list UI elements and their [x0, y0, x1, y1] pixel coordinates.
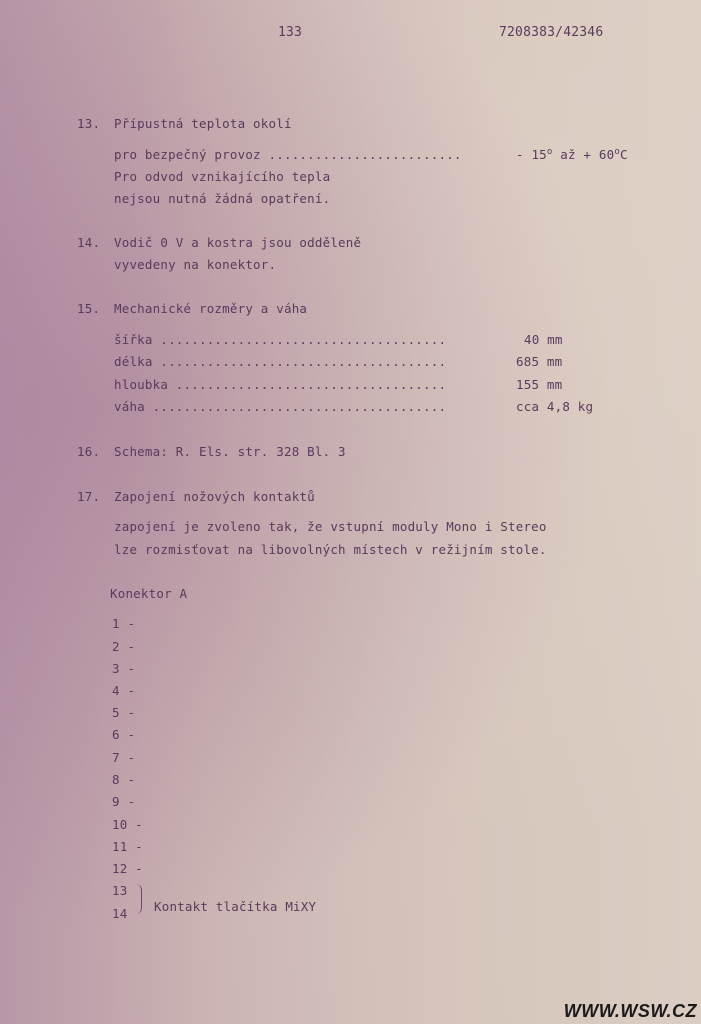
connector-pin: 3 - [112, 661, 136, 676]
pin-13-14-note: Kontakt tlačítka MiXY [154, 899, 317, 914]
website-watermark: WWW.WSW.CZ [563, 1001, 697, 1021]
connector-pin: 7 - [112, 750, 136, 765]
section-14-line2: vyvedeny na konektor. [114, 257, 277, 272]
section-14-line1: Vodič 0 V a kostra jsou odděleně [114, 235, 362, 250]
connector-pin: 9 - [112, 794, 136, 809]
connector-pin: 11 - [112, 839, 143, 854]
temp-unit: C [619, 147, 628, 162]
section-15-title: Mechanické rozměry a váha [114, 301, 308, 316]
section-16-number: 16. [77, 444, 101, 459]
connector-pin: 6 - [112, 727, 136, 742]
connector-pin: 12 - [112, 861, 143, 876]
connector-pin: 4 - [112, 683, 136, 698]
dimension-label: délka ..................................... [114, 354, 447, 369]
document-number: 7208383/42346 [499, 25, 604, 40]
temp-range-mid: až + 60 [552, 147, 615, 162]
degree-mark-2: o [614, 146, 620, 157]
pin-group-brace [135, 884, 142, 914]
section-17-title: Zapojení nožových kontaktů [114, 489, 315, 504]
weight-label: váha ...................................... [114, 399, 447, 414]
page-number: 133 [278, 25, 303, 40]
section-17-number: 17. [77, 489, 101, 504]
dimension-value: 40 mm [524, 332, 563, 347]
connector-pin: 2 - [112, 639, 136, 654]
section-13-line1-value [516, 148, 628, 162]
section-14-number: 14. [77, 235, 101, 250]
connector-pin: 1 - [112, 616, 136, 631]
dimension-value: 155 mm [516, 377, 563, 392]
section-17-line1: zapojení je zvoleno tak, že vstupní moduly Mono i Stereo [114, 519, 547, 534]
connector-pin: 14 [112, 906, 128, 921]
section-13-line1-label: pro bezpečný provoz ......................... [114, 147, 470, 162]
connector-pin: 10 - [112, 817, 143, 832]
connector-title: Konektor A [110, 586, 188, 601]
section-13-title: Přípustná teplota okolí [114, 116, 292, 131]
connector-pin: 13 [112, 883, 128, 898]
dimension-label: šířka ..................................... [114, 332, 447, 347]
section-13-line2: Pro odvod vznikajícího tepla [114, 169, 331, 184]
temp-min: - 15 [516, 147, 547, 162]
dimension-value: 685 mm [516, 354, 563, 369]
connector-pin: 8 - [112, 772, 136, 787]
section-15-number: 15. [77, 301, 101, 316]
dimension-label: hloubka ................................... [114, 377, 447, 392]
weight-value: cca 4,8 kg [516, 399, 594, 414]
section-17-line2: lze rozmisťovat na libovolných místech v režijním stole. [114, 542, 547, 557]
section-16-schema: Schema: R. Els. str. 328 Bl. 3 [114, 444, 346, 459]
degree-mark-1: o [546, 146, 553, 157]
connector-pin: 5 - [112, 705, 136, 720]
section-13-number: 13. [77, 116, 101, 131]
section-13-line3: nejsou nutná žádná opatření. [114, 191, 331, 206]
